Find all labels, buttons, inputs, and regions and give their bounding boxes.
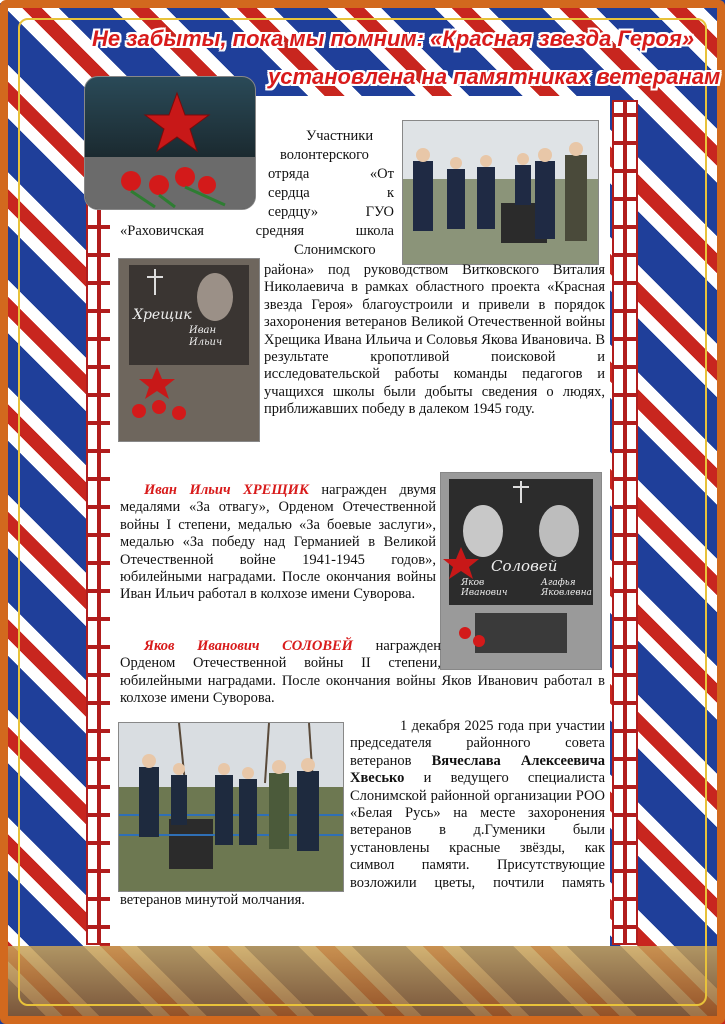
float-spacer	[120, 718, 350, 890]
intro-line-7: Слонимского	[294, 242, 376, 258]
final-paragraph	[120, 718, 605, 909]
grave1-first-name: Иван	[189, 325, 217, 336]
final-bold-name: Вячеслава Алексеевича Хвесько	[350, 752, 606, 787]
grave2-first-name-1: Яков	[461, 578, 485, 588]
final-text-b: и ведущего специалиста Слонимской районной организации РОО «Белая Русь» на месте захоронения ветеранов в д.Гуменики были установлены красные звёзды, как символ памяти. Присутствующие возложили цветы, почтили память ветеранов минутой молчания.	[120, 770, 605, 909]
grave2-patronymic-2: Яковлевна	[541, 588, 592, 598]
intro-rest-text: района» под руководством Витковского Виталия Николаевича в рамках областного проекта «Красная звезда Героя» благоустроили и привели в порядок захоронения ветеранов Великой Отечественной войны Хрещика Ивана Ильича и Соловья Якова Ивановича. В результате кропотливой поисковой и исследовательской работы команды педагогов и учащихся школы были добыты сведения о людях, приближавших победу в далеком 1945 году.	[264, 262, 605, 418]
solovey-text: награжден Орденом Отечественной войны II степени, юбилейными наградами. После окончания войны Яков Иванович работал в колхозе имени Суворова.	[120, 638, 605, 707]
ornament-left	[86, 100, 112, 945]
solovey-paragraph	[120, 638, 605, 708]
intro-line-3: отряда «От	[268, 166, 394, 182]
float-spacer	[120, 262, 264, 440]
final-text-a: 1 декабря 2025 года при участии председателя районного совета ветеранов	[350, 718, 605, 769]
hreshchik-paragraph	[120, 482, 436, 604]
grave1-patronymic: Ильич	[189, 337, 223, 348]
solovey-name: Яков Иванович СОЛОВЕЙ	[144, 638, 353, 654]
grave2-first-name-2: Агафья	[541, 578, 576, 588]
grave2-surname: Соловей	[491, 557, 558, 575]
page-title-line-1: Не забыты, пока мы помним: «Красная звезда Героя»	[92, 26, 695, 51]
volunteer-group-photo	[402, 120, 599, 265]
grave2-patronymic-1: Иванович	[461, 588, 508, 598]
hreshchik-name: Иван Ильич ХРЕЩИК	[144, 482, 309, 498]
intro-line-2: волонтерского	[280, 147, 369, 163]
page-title-line-2: установлена на памятниках ветеранам	[268, 64, 721, 89]
intro-line-6: «Раховичская средняя школа	[120, 223, 394, 239]
red-star-icon	[145, 93, 209, 151]
intro-paragraph	[120, 262, 605, 440]
grave1-surname: Хрещик	[133, 307, 192, 323]
float-spacer	[441, 638, 605, 672]
ornament-right	[612, 100, 638, 945]
red-star-memorial-photo	[84, 76, 256, 210]
intro-line-5: сердцу» ГУО	[268, 204, 394, 220]
intro-line-4: сердца к	[268, 185, 394, 201]
hreshchik-text: награжден двумя медалями «За отвагу», Орденом Отечественной войны I степени, медалью «За боевые заслуги», медалью «За победу над Германией в Великой Отечественной войне 1941-1945 годов», юбилейными наградами. После окончания войны Иван Ильич работал в колхозе имени Суворова.	[120, 482, 436, 603]
intro-line-1: Участники	[306, 128, 374, 144]
